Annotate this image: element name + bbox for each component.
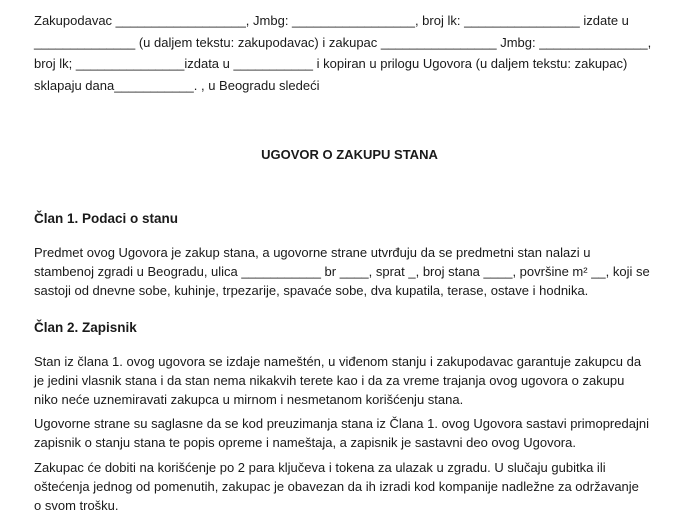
intro-line: Zakupodavac __________________, Jmbg: _________________, broj lk: ________________ izdate u <box>34 13 629 28</box>
paragraph-line: zapisnik o stanju stana te popis opreme i nameštaja, a zapisnik je sastavni deo ovog Ugovora. <box>34 434 576 450</box>
clan2-paragraph-3 <box>34 459 674 515</box>
intro-line: ______________ (u daljem tekstu: zakupodavac) i zakupac ________________ Jmbg: _______________, <box>34 34 652 50</box>
clan2-paragraph-1 <box>34 353 674 409</box>
paragraph-line: oštećenja jednog od pomenutih, zakupac je obavezan da ih izradi kod kompanije nadležne za održavanje <box>34 478 639 494</box>
intro-line: sklapaju dana___________. , u Beogradu sledeći <box>34 77 320 93</box>
contract-intro <box>34 10 674 96</box>
paragraph-line: Predmet ovog Ugovora je zakup stana, a ugovorne strane utvrđuju da se predmetni stan nalazi u <box>34 245 591 260</box>
section-heading-clan1: Član 1. Podaci o stanu <box>34 211 179 226</box>
clan2-paragraph-2 <box>34 415 674 453</box>
paragraph-line: Zakupac će dobiti na korišćenje po 2 para ključeva i tokena za ulazak u zgradu. U slučaju gubitka ili <box>34 460 606 475</box>
paragraph-line: stambenoj zgradi u Beogradu, ulica ___________ br ____, sprat _, broj stana ____, površine m² __, koji se <box>34 263 650 279</box>
paragraph-line: sastoji od dnevne sobe, kuhinje, trpezarije, spavaće sobe, dva kupatila, terase, ostave i hodnika. <box>34 282 589 298</box>
paragraph-line: Ugovorne strane su saglasne da se kod preuzimanja stana iz Člana 1. ovog Ugovora sastavi primopredajni <box>34 416 649 431</box>
paragraph-line: Stan iz člana 1. ovog ugovora se izdaje nameštén, u viđenom stanju i zakupodavac garantuje zakupcu da <box>34 354 642 369</box>
intro-line: broj lk; _______________izdata u ___________ i kopiran u prilogu Ugovora (u daljem tekstu: zakupac) <box>34 56 628 71</box>
paragraph-line: o svom trošku. <box>34 497 119 513</box>
document-title: UGOVOR O ZAKUPU STANA <box>261 147 438 162</box>
paragraph-line: niko neće uznemiravati zakupca u mirnom i nesmetanom korišćenju stana. <box>34 391 464 407</box>
section-heading-clan2: Član 2. Zapisnik <box>34 320 137 335</box>
paragraph-line: je jedini vlasnik stana i da stan nema nikakvih terete kao i da za vreme trajanja ovog ugovora o zakupu <box>34 372 625 388</box>
clan1-paragraph <box>34 244 674 300</box>
